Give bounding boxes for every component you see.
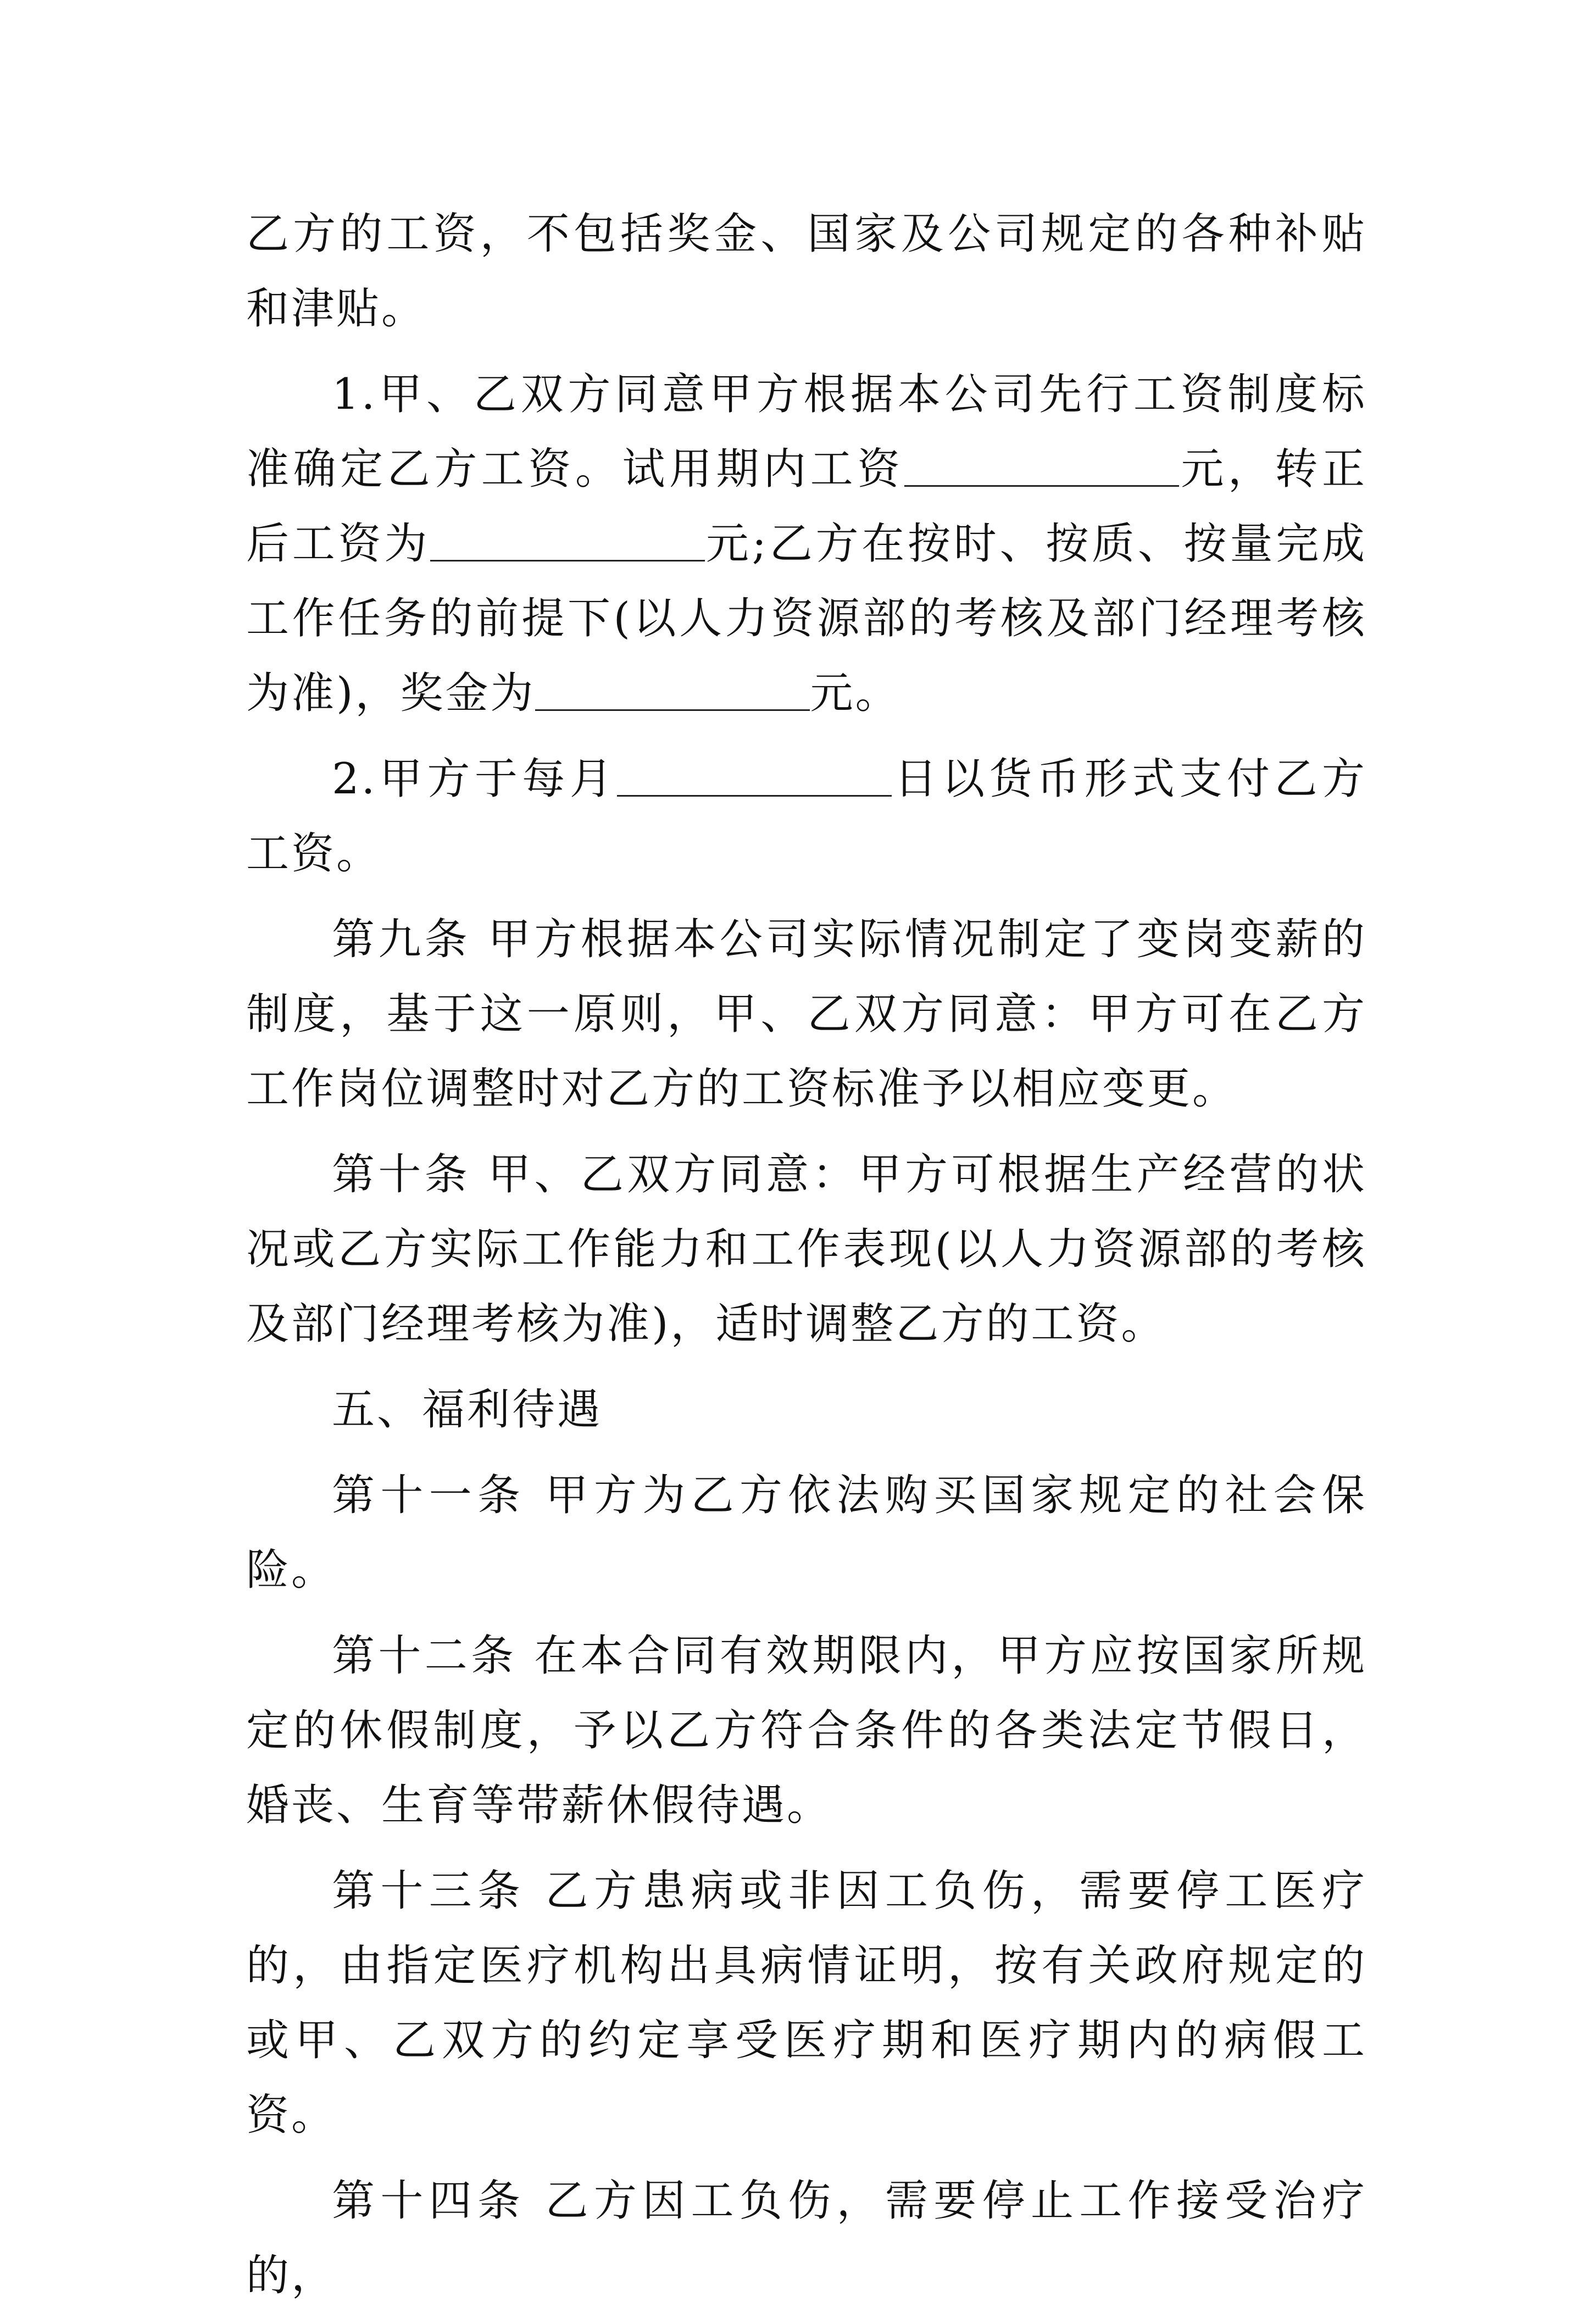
regular-salary-blank — [430, 559, 705, 561]
paragraph-item-1-salary — [246, 357, 1367, 731]
item-1-text-a: 1.甲、乙双方同意甲方根据本公司先行工资制度标准确定乙方工资。试用期内工资 — [246, 370, 1367, 494]
article-13: 第十三条 乙方患病或非因工负伤，需要停工医疗的，由指定医疗机构出具病情证明，按有关政府规定的或甲、乙双方的约定享受医疗期和医疗期内的病假工资。 — [246, 1866, 1367, 2140]
item-1-text-c: 元;乙方在按时、按质、按量完成工作任务的前提下(以人力资源部的考核及部门经理考核为准)，奖金为 — [246, 519, 1367, 718]
article-14: 第十四条 乙方因工负伤，需要停止工作接受治疗的， — [246, 2176, 1367, 2300]
article-10: 第十条 甲、乙双方同意：甲方可根据生产经营的状况或乙方实际工作能力和工作表现(以人力资源部的考核及部门经理考核为准)，适时调整乙方的工资。 — [246, 1150, 1367, 1349]
item-1-text-d: 元。 — [810, 669, 900, 718]
item-1-text-b: 元，转正后工资为 — [246, 444, 1367, 569]
article-9: 第九条 甲方根据本公司实际情况制定了变岗变薪的制度，基于这一原则，甲、乙双方同意：甲方可在乙方工作岗位调整时对乙方的工资标准予以相应变更。 — [246, 915, 1367, 1114]
payday-blank — [617, 794, 892, 797]
article-11: 第十一条 甲方为乙方依法购买国家规定的社会保险。 — [246, 1471, 1367, 1595]
paragraph-salary-scope: 乙方的工资，不包括奖金、国家及公司规定的各种补贴和津贴。 — [246, 209, 1367, 333]
article-12: 第十二条 在本合同有效期限内，甲方应按国家所规定的休假制度，予以乙方符合条件的各类法定节假日，婚丧、生育等带薪休假待遇。 — [246, 1631, 1367, 1830]
item-2-text-b: 日以货币形式支付乙方工资。 — [246, 754, 1367, 879]
item-2-text-a: 2.甲方于每月 — [332, 754, 618, 804]
probation-salary-blank — [904, 485, 1179, 487]
section-heading-welfare: 五、福利待遇 — [332, 1385, 603, 1435]
document-page — [246, 197, 1367, 2324]
bonus-blank — [535, 709, 810, 711]
paragraph-item-2-payday — [246, 742, 1367, 891]
